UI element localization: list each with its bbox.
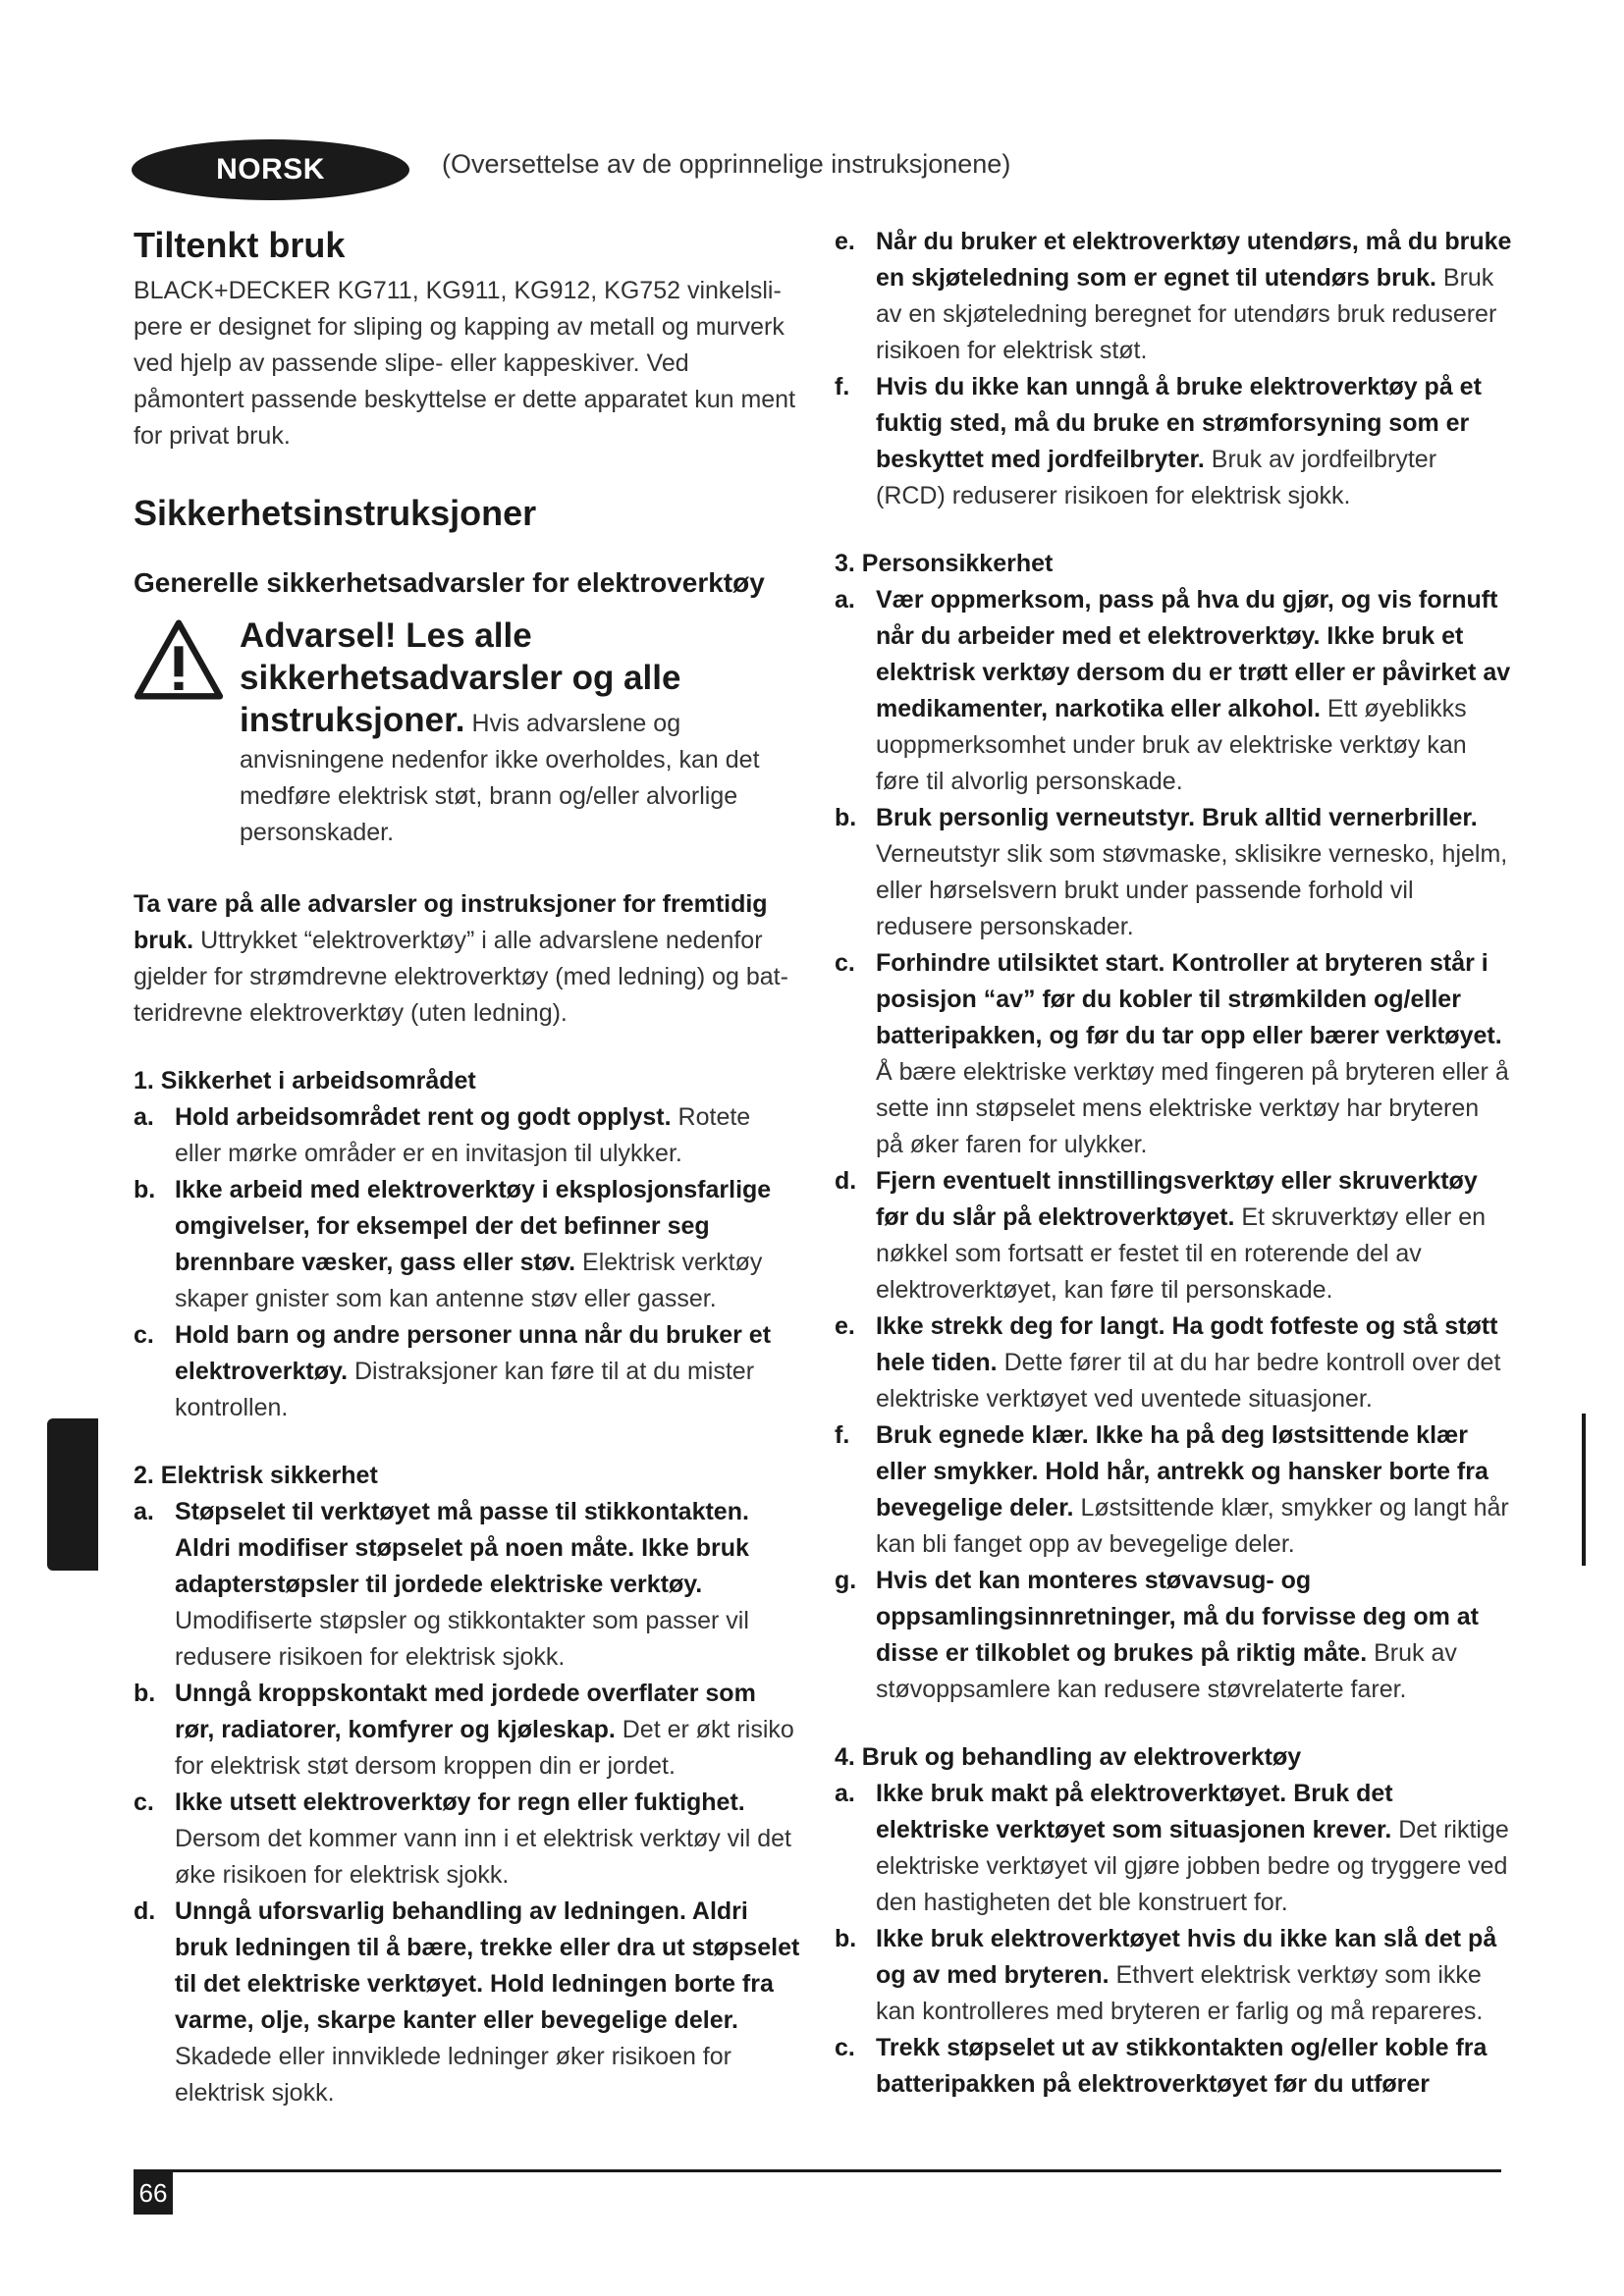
list-item: b. Ikke bruk elektroverktøyet hvis du ikke kan slå det på og av med bryteren. Ethvert elektrisk verktøy som ikke kan kontrolleres med bryteren er farlig og må repareres. <box>835 1925 1497 2025</box>
list-item: c. Hold barn og andre personer unna når du bruker et elektroverktøy. Distraksjoner kan føre til at du mister kontrollen. <box>134 1321 772 1421</box>
list-item: a. Vær oppmerksom, pass på hva du gjør, og vis fornuft når du arbeider med et elektroverktøy. Ikke bruk et elektrisk verktøy dersom du er trøtt eller er påvirket av medikamenter, narkotika eller alkohol. Ett øyeblikks uoppmerksomhet under bruk av elektriske verktøy kan føre til alvorlig personskade. <box>835 586 1511 795</box>
translation-note: (Oversettelse av de opprinnelige instruksjonene) <box>442 149 1011 179</box>
left-column <box>134 224 801 2111</box>
list-item: d. Fjern eventuelt innstillingsverktøy eller skruverktøy før du slår på elektroverktøyet. Et skruverktøy eller en nøkkel som fortsatt er festet til en roterende del av elektroverktøyet, kan føre til personskade. <box>835 1167 1487 1304</box>
warning-triangle-icon <box>134 619 224 700</box>
list-item: e. Når du bruker et elektroverktøy utendørs, må du bruke en skjøteledning som er egnet til utendørs bruk. Bruk av en skjøteledning beregnet for utendørs bruk reduserer risikoen for elektrisk støt. <box>835 228 1512 364</box>
list-item: a. Støpselet til verktøyet må passe til stikkontakten. Aldri modifiser støpselet på noen måte. Ikke bruk adapterstøpsler til jordede elektriske verktøy. Umodifiserte støpsler og stikkontakter som passer vil redusere risikoen for elektrisk sjokk. <box>134 1498 749 1671</box>
list-item: a. Hold arbeidsområdet rent og godt opplyst. Rotete eller mørke områder er en invitasjon til ulykker. <box>134 1103 751 1167</box>
list-item: b. Bruk personlig verneutstyr. Bruk alltid vernerbriller. Verneutstyr slik som støvmaske, sklisikre vernesko, hjelm, eller hørselsvern brukt under passende forhold vil redusere personskader. <box>835 804 1508 940</box>
general-warnings-heading: Generelle sikkerhetsadvarsler for elektroverktøy <box>134 567 765 598</box>
list-item: b. Unngå kroppskontakt med jordede overflater som rør, radiatorer, komfyrer og kjøleskap. Det er økt risiko for elektrisk støt dersom kroppen din er jordet. <box>134 1680 794 1780</box>
section-4-title: 4. Bruk og behandling av elektroverktøy <box>835 1743 1302 1771</box>
keep-instructions-paragraph <box>134 886 801 1032</box>
language-badge: NORSK <box>132 139 409 200</box>
safety-heading: Sikkerhetsinstruksjoner <box>134 493 537 533</box>
section-tab-marker <box>47 1418 98 1571</box>
list-item: c. Trekk støpselet ut av stikkontakten og/eller koble fra batteripakken på elektroverktøyet før du utfører <box>835 2034 1488 2098</box>
keep-instructions-bold: Ta vare på alle advarsler og instruksjoner for fremtidig bruk. <box>134 890 768 954</box>
list-item: c. Forhindre utilsiktet start. Kontroller at bryteren står i posisjon “av” før du kobler til strømkilden og/eller batteripakken, og før du tar opp eller bærer verktøyet. Å bære elektriske verktøy med fingeren på bryteren eller å sette inn støpselet mens elektriske verktøy har bryteren på øker faren for ulykker. <box>835 949 1509 1158</box>
list-item: c. Ikke utsett elektroverktøy for regn eller fuktighet. Dersom det kommer vann inn i et elektrisk verktøy vil det øke risikoen for elektrisk sjokk. <box>134 1789 791 1889</box>
list-item: d. Unngå uforsvarlig behandling av ledningen. Aldri bruk ledningen til å bære, trekke eller dra ut støpselet til det elektriske verktøyet. Hold ledningen borte fra varme, olje, skarpe kanter eller bevegelige deler. Skadede eller innviklede ledninger øker risikoen for elektrisk sjokk. <box>134 1897 800 2107</box>
list-item: b. Ikke arbeid med elektroverktøy i eksplosjonsfarlige omgivelser, for eksempel der det befinner seg brennbare væsker, gass eller støv. Elektrisk verktøy skaper gnister som kan antenne støv eller gasser. <box>134 1176 772 1312</box>
list-item: a. Ikke bruk makt på elektroverktøyet. Bruk det elektriske verktøyet som situasjonen krever. Det riktige elektriske verktøyet vil gjøre jobben bedre og tryggere ved den hastigheten det ble konstruert for. <box>835 1780 1509 1916</box>
list-item: e. Ikke strekk deg for langt. Ha godt fotfeste og stå støtt hele tiden. Dette fører til at du har bedre kontroll over det elektriske verktøyet ved uventede situasjoner. <box>835 1312 1501 1413</box>
page-number: 66 <box>134 2171 173 2215</box>
warning-text: Hvis advarslene og anvisningene nedenfor ikke overholdes, kan det medføre elektrisk støt, brann og/eller alvorlige personskader. <box>240 710 760 846</box>
right-column <box>835 224 1512 2103</box>
intended-use-heading: Tiltenkt bruk <box>134 225 346 265</box>
margin-rule <box>1582 1414 1586 1566</box>
list-item: f. Bruk egnede klær. Ikke ha på deg løstsittende klær eller smykker. Hold hår, antrekk og hansker borte fra bevegelige deler. Løstsittende klær, smykker og langt hår kan bli fanget opp av bevegelige deler. <box>835 1421 1509 1558</box>
warning-title: Advarsel! Les alle sikkerhetsadvarsler og alle instruksjoner. <box>240 616 681 739</box>
footer-rule <box>134 2169 1501 2172</box>
section-2-title: 2. Elektrisk sikkerhet <box>134 1462 378 1489</box>
keep-instructions-text: Uttrykket “elektroverktøy” i alle advarslene nedenfor gjelder for strømdrevne elektroverktøy (med ledning) og batteridrevne elektroverktøy (uten ledning). <box>134 927 788 1027</box>
list-item: g. Hvis det kan monteres støvavsug- og oppsamlingsinnretninger, må du forvisse deg om at disse er tilkoblet og brukes på riktig måte. Bruk av støvoppsamlere kan redusere støvrelaterte farer. <box>835 1567 1480 1703</box>
list-item: f. Hvis du ikke kan unngå å bruke elektroverktøy på et fuktig sted, må du bruke en strømforsyning som er beskyttet med jordfeilbryter. Bruk av jordfeilbryter (RCD) reduserer risikoen for elektrisk sjokk. <box>835 373 1482 509</box>
section-3-title: 3. Personsikkerhet <box>835 550 1054 577</box>
intended-use-text: BLACK+DECKER KG711, KG911, KG912, KG752 vinkelslipere er designet for sliping og kapping av metall og murverk ved hjelp av passende slipe- eller kappeskiver. Ved påmontert passende beskyttelse er dette apparatet kun ment for privat bruk. <box>134 277 796 450</box>
section-1-title: 1. Sikkerhet i arbeidsområdet <box>134 1067 476 1095</box>
warning-block <box>134 615 801 851</box>
